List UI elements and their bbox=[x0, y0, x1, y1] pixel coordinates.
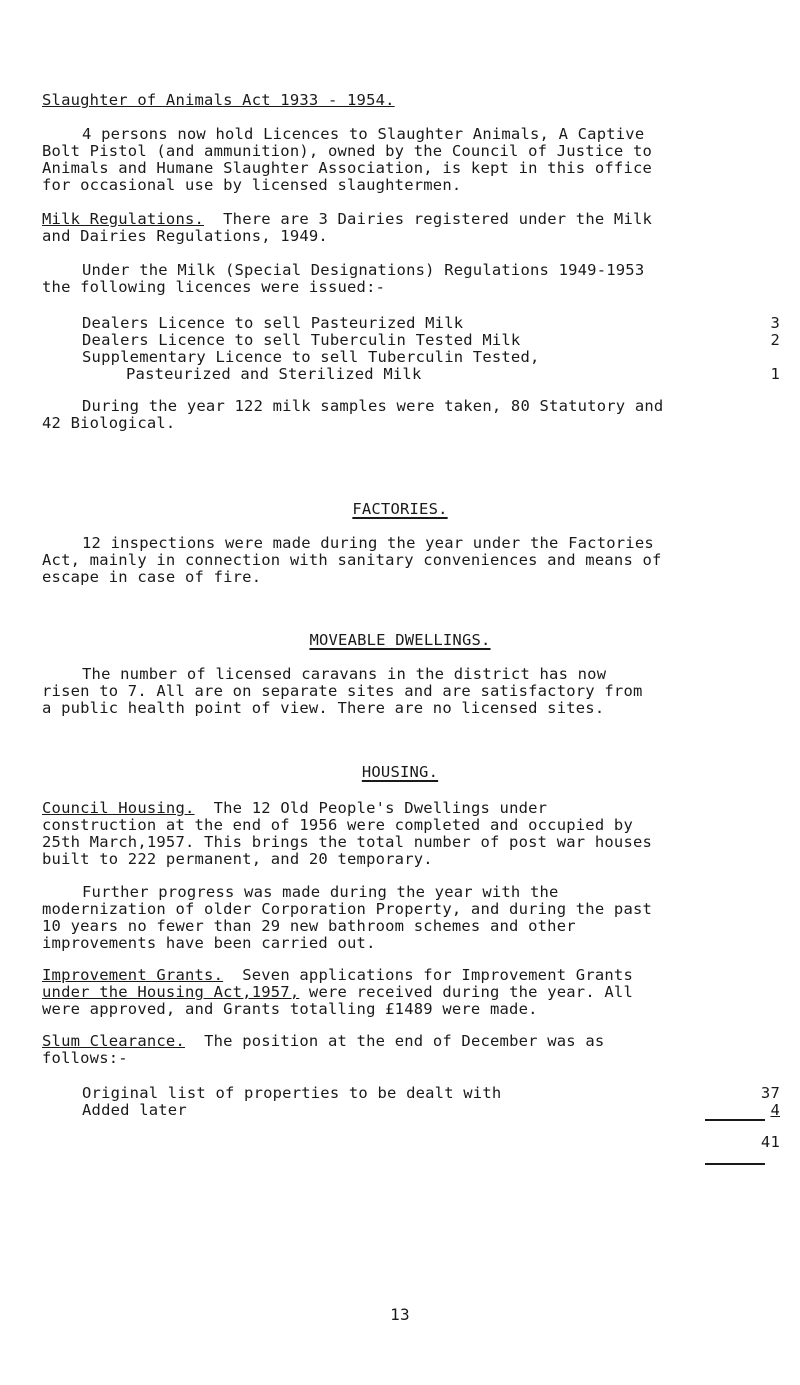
licence-row: Pasteurized and Sterilized Milk 1 bbox=[126, 365, 780, 383]
factories-paragraph bbox=[42, 535, 782, 586]
samples-paragraph bbox=[42, 398, 782, 432]
improvement-grants-paragraph: Improvement Grants. Seven applications for Improvement Grants under the Housing Act,1957, were received during the year. All were approved, and Grants totalling £1489 were made. bbox=[42, 967, 782, 1018]
text-line: The number of licensed caravans in the district has now bbox=[82, 665, 607, 683]
text-line: a public health point of view. There are no licensed sites. bbox=[42, 699, 605, 717]
slum-row: Original list of properties to be dealt with 37 bbox=[82, 1084, 780, 1102]
moveable-paragraph bbox=[42, 666, 782, 717]
licence-row: Dealers Licence to sell Pasteurized Milk 3 bbox=[82, 314, 780, 332]
slum-total-row: 41 bbox=[760, 1133, 780, 1151]
council-housing-paragraph: Council Housing. The 12 Old People's Dwellings under construction at the end of 1956 were completed and occupied by 25th March,1957. This brings the total number of post war houses built to 222 permanent, and 20 temporary. bbox=[42, 800, 782, 868]
slaughter-heading: Slaughter of Animals Act 1933 - 1954. bbox=[42, 91, 395, 109]
total-rule bbox=[705, 1163, 765, 1165]
slum-clearance-paragraph: Slum Clearance. The position at the end of December was as follows:- bbox=[42, 1033, 782, 1067]
text-line: 25th March,1957. This brings the total number of post war houses bbox=[42, 833, 653, 851]
improvement-grants-heading: Improvement Grants. bbox=[42, 966, 224, 984]
text-line: Act, mainly in connection with sanitary conveniences and means of bbox=[42, 551, 662, 569]
slaughter-paragraph bbox=[42, 126, 782, 194]
text-line: modernization of older Corporation Property, and during the past bbox=[42, 900, 653, 918]
text-line: were approved, and Grants totalling £1489 were made. bbox=[42, 1000, 538, 1018]
slum-row: Added later 4 bbox=[82, 1101, 780, 1119]
housing-heading: HOUSING. bbox=[361, 763, 439, 781]
council-housing-heading: Council Housing. bbox=[42, 799, 195, 817]
subtotal-rule bbox=[705, 1119, 765, 1121]
text-line: and Dairies Regulations, 1949. bbox=[42, 227, 328, 245]
moveable-dwellings-heading: MOVEABLE DWELLINGS. bbox=[309, 631, 491, 649]
text-line: Bolt Pistol (and ammunition), owned by the Council of Justice to bbox=[42, 142, 653, 160]
text-line: Animals and Humane Slaughter Association, is kept in this office bbox=[42, 159, 653, 177]
text-line: escape in case of fire. bbox=[42, 568, 262, 586]
designations-paragraph bbox=[42, 262, 782, 296]
text-line: follows:- bbox=[42, 1049, 128, 1067]
licence-row: Dealers Licence to sell Tuberculin Tested Milk 2 bbox=[82, 331, 780, 349]
text-line: for occasional use by licensed slaughtermen. bbox=[42, 176, 462, 194]
text-line: 10 years no fewer than 29 new bathroom schemes and other bbox=[42, 917, 576, 935]
milk-heading: Milk Regulations. bbox=[42, 210, 205, 228]
text-line: During the year 122 milk samples were taken, 80 Statutory and bbox=[82, 397, 664, 415]
page-number: 13 bbox=[390, 1305, 410, 1324]
text-line: the following licences were issued:- bbox=[42, 278, 386, 296]
licence-row: Supplementary Licence to sell Tuberculin Tested, bbox=[82, 348, 540, 366]
milk-paragraph: Milk Regulations. There are 3 Dairies registered under the Milk and Dairies Regulations, 1949. bbox=[42, 211, 782, 245]
text-line: Further progress was made during the year with the bbox=[82, 883, 559, 901]
slum-clearance-heading: Slum Clearance. bbox=[42, 1032, 185, 1050]
text-line: Under the Milk (Special Designations) Regulations 1949-1953 bbox=[82, 261, 645, 279]
factories-heading: FACTORIES. bbox=[352, 500, 448, 518]
text-line: 4 persons now hold Licences to Slaughter Animals, A Captive bbox=[82, 125, 645, 143]
text-line: improvements have been carried out. bbox=[42, 934, 376, 952]
progress-paragraph bbox=[42, 884, 782, 952]
text-line: risen to 7. All are on separate sites and are satisfactory from bbox=[42, 682, 643, 700]
text-line: 12 inspections were made during the year under the Factories bbox=[82, 534, 654, 552]
text-line: built to 222 permanent, and 20 temporary. bbox=[42, 850, 433, 868]
text-line: 42 Biological. bbox=[42, 414, 176, 432]
text-line: construction at the end of 1956 were completed and occupied by bbox=[42, 816, 633, 834]
